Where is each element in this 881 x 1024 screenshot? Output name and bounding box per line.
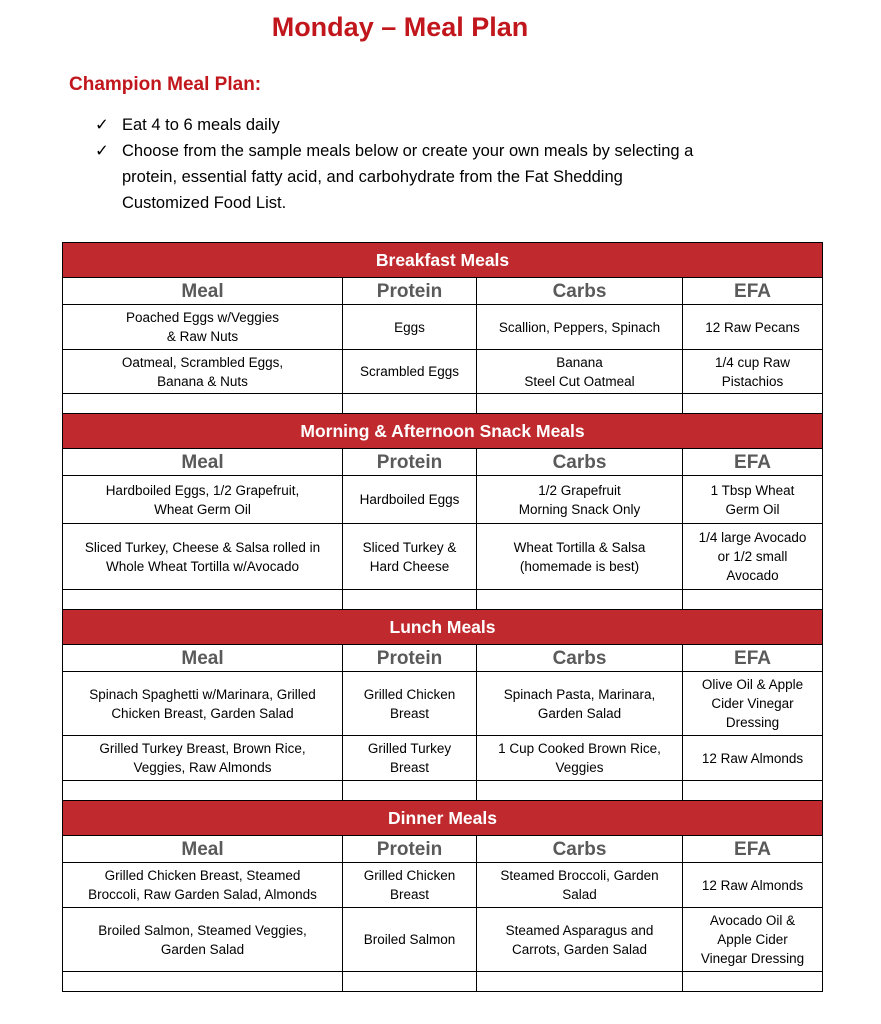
efa-cell: 12 Raw Almonds — [701, 877, 804, 893]
meal-cell: Grilled Chicken Breast, Steamed Broccoli, Raw Garden Salad, Almonds — [88, 868, 317, 902]
blank-row — [63, 394, 823, 414]
section-header-row — [63, 414, 823, 449]
protein-cell: Broiled Salmon — [363, 932, 456, 947]
column-header-meal: Meal — [63, 278, 343, 305]
table-row — [63, 863, 823, 908]
column-header-carbs: Carbs — [477, 645, 683, 672]
check-icon: ✓ — [95, 116, 109, 134]
column-header-row — [63, 278, 823, 305]
carbs-cell: Spinach Pasta, Marinara, Garden Salad — [503, 686, 656, 721]
efa-cell: 1/4 cup Raw Pistachios — [714, 354, 791, 389]
meal-cell: Hardboiled Eggs, 1/2 Grapefruit, Wheat Germ Oil — [105, 482, 300, 517]
efa-cell: Avocado Oil & Apple Cider Vinegar Dressing — [700, 913, 805, 966]
protein-cell: Sliced Turkey & Hard Cheese — [362, 539, 457, 574]
meal-cell: Broiled Salmon, Steamed Veggies, Garden Salad — [98, 922, 307, 957]
list-item — [95, 138, 795, 216]
meal-cell: Oatmeal, Scrambled Eggs, Banana & Nuts — [121, 354, 284, 389]
efa-cell: 1/4 large Avocado or 1/2 small Avocado — [698, 530, 807, 583]
efa-cell: 1 Tbsp Wheat Germ Oil — [710, 482, 795, 517]
carbs-cell: Scallion, Peppers, Spinach — [498, 319, 661, 335]
carbs-cell: 1 Cup Cooked Brown Rice, Veggies — [498, 741, 661, 775]
column-header-efa: EFA — [683, 449, 823, 476]
section-heading: Lunch Meals — [63, 610, 823, 645]
protein-cell: Eggs — [394, 319, 425, 335]
plan-subtitle: Champion Meal Plan: — [69, 74, 262, 95]
table-row — [63, 672, 823, 736]
meal-cell: Spinach Spaghetti w/Marinara, Grilled Chicken Breast, Garden Salad — [89, 686, 316, 721]
column-header-carbs: Carbs — [477, 449, 683, 476]
carbs-cell: 1/2 Grapefruit Morning Snack Only — [518, 482, 641, 517]
table-row — [63, 476, 823, 524]
efa-cell: Olive Oil & Apple Cider Vinegar Dressing — [701, 677, 804, 730]
meal-cell: Poached Eggs w/Veggies & Raw Nuts — [125, 310, 280, 344]
table-row — [63, 908, 823, 972]
column-header-row — [63, 449, 823, 476]
column-header-row — [63, 836, 823, 863]
efa-cell: 12 Raw Almonds — [701, 750, 804, 766]
section-heading: Breakfast Meals — [63, 243, 823, 278]
table-row — [63, 524, 823, 590]
bullet-text: Choose from the sample meals below or create your own meals by selecting a protein, essential fatty acid, and carbohydrate from the Fat Shedding Customized Food List. — [122, 142, 694, 212]
column-header-protein: Protein — [343, 278, 477, 305]
protein-cell: Grilled Chicken Breast — [363, 686, 456, 721]
table-row — [63, 305, 823, 350]
meal-plan-table — [62, 242, 823, 992]
section-header-row — [63, 610, 823, 645]
section-header-row — [63, 801, 823, 836]
column-header-protein: Protein — [343, 449, 477, 476]
column-header-meal: Meal — [63, 645, 343, 672]
instruction-list — [95, 112, 795, 216]
section-header-row — [63, 243, 823, 278]
section-heading: Dinner Meals — [63, 801, 823, 836]
carbs-cell: Wheat Tortilla & Salsa (homemade is best) — [513, 539, 646, 574]
column-header-efa: EFA — [683, 278, 823, 305]
column-header-protein: Protein — [343, 836, 477, 863]
blank-row — [63, 590, 823, 610]
table-row — [63, 736, 823, 781]
protein-cell: Hardboiled Eggs — [359, 492, 460, 507]
column-header-carbs: Carbs — [477, 836, 683, 863]
protein-cell: Grilled Turkey Breast — [367, 741, 452, 775]
check-icon: ✓ — [95, 142, 109, 160]
column-header-meal: Meal — [63, 836, 343, 863]
carbs-cell: Banana Steel Cut Oatmeal — [524, 354, 635, 389]
meal-cell: Grilled Turkey Breast, Brown Rice, Veggies, Raw Almonds — [99, 741, 306, 775]
column-header-efa: EFA — [683, 836, 823, 863]
page-title: Monday – Meal Plan — [271, 12, 529, 42]
bullet-text: Eat 4 to 6 meals daily — [122, 116, 280, 134]
protein-cell: Grilled Chicken Breast — [363, 868, 456, 902]
column-header-protein: Protein — [343, 645, 477, 672]
table-row — [63, 350, 823, 394]
column-header-efa: EFA — [683, 645, 823, 672]
column-header-carbs: Carbs — [477, 278, 683, 305]
carbs-cell: Steamed Asparagus and Carrots, Garden Salad — [505, 922, 654, 957]
efa-cell: 12 Raw Pecans — [705, 319, 800, 335]
column-header-meal: Meal — [63, 449, 343, 476]
blank-row — [63, 972, 823, 992]
protein-cell: Scrambled Eggs — [359, 364, 460, 379]
carbs-cell: Steamed Broccoli, Garden Salad — [500, 868, 659, 902]
list-item — [95, 112, 795, 138]
column-header-row — [63, 645, 823, 672]
blank-row — [63, 781, 823, 801]
meal-cell: Sliced Turkey, Cheese & Salsa rolled in Whole Wheat Tortilla w/Avocado — [84, 539, 321, 574]
section-heading: Morning & Afternoon Snack Meals — [63, 414, 823, 449]
